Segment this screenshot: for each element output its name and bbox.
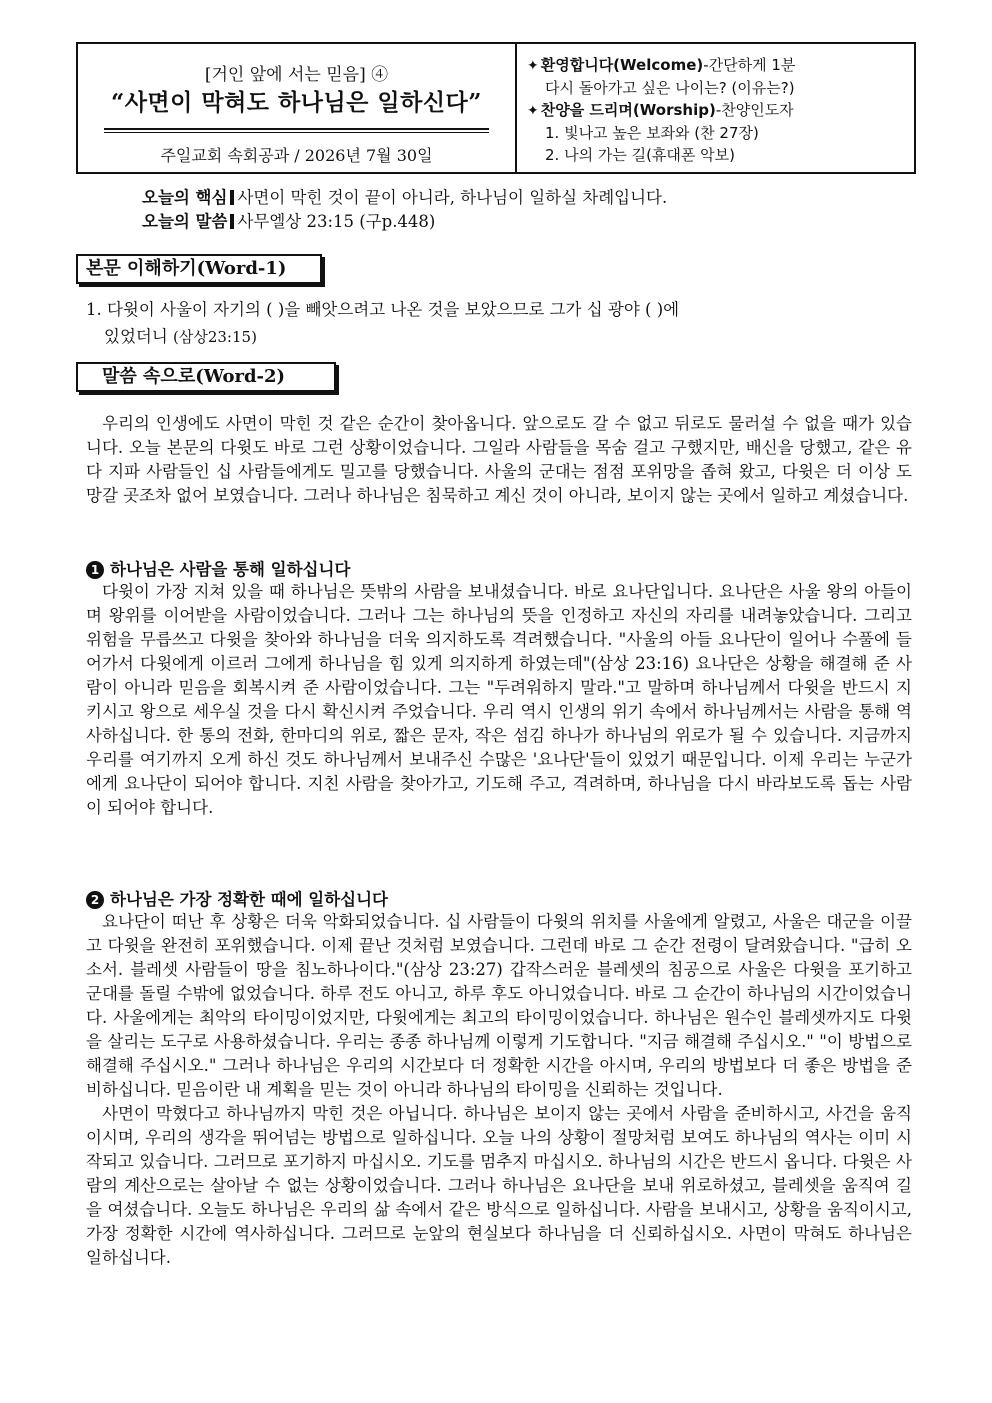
point-1-text: 다윗이 가장 지쳐 있을 때 하나님은 뜻밖의 사람을 보내셨습니다. 바로 요나단입니다. 요나단은 사울 왕의 아들이며 왕위를 이어받을 사람이었습니다. 그러나 그는 하나님의 뜻을 인정하고 자신의 자리를 내려놓았습니다. 그리고 위험을 무릅쓰고 다윗을 찾아와 하나님을 더욱 의지하도록 격려했습니다. "사울의 아들 요나단이 일어나 수풀에 들어가서 다윗에게 이르러 그에게 하나님을 힘 있게 의지하게 하였는데"(삼상 23:16) 요나단은 상황을 해결해 준 사람이 아니라 믿음을 회복시켜 준 사람이었습니다. 그는 "두려워하지 말라."고 말하며 하나님께서 다윗을 반드시 지키시고 왕으로 세우실 것을 다시 확신시켜 주었습니다. 우리 역시 인생의 위기 속에서 하나님께서는 사람을 통해 역사하십니다. 한 통의 전화, 한마디의 위로, 짧은 문자, 작은 섬김 하나가 하나님의 위로가 될 수 있습니다. 지금까지 우리를 여기까지 오게 하신 것도 하나님께서 보내주신 수많은 '요나단'들이 있었기 때문입니다. 이제 우리는 누군가에게 요나단이 되어야 합니다. 지친 사람을 찾아가고, 기도해 주고, 격려하며, 하나님을 다시 바라보도록 돕는 사람이 되어야 합니다. [86,582,912,817]
section-title-word2: 말씀 속으로(Word-2) [76,362,336,392]
page-title: “사면이 막혀도 하나님은 일하신다” [110,89,483,116]
point-1-heading [86,556,350,580]
welcome-question: 다시 돌아가고 싶은 나이는? (이유는?) [545,79,795,97]
worship-row [527,99,908,122]
four-point-star-icon: ✦ [527,103,539,119]
question-ref: (삼상23:15) [173,328,257,346]
point-2-text: 요나단이 떠난 후 상황은 더욱 악화되었습니다. 십 사람들이 다윗의 위치를 사울에게 알렸고, 사울은 대군을 이끌고 다윗을 완전히 포위했습니다. 이제 끝난 것처럼 보였습니다. 그런데 바로 그 순간 전령이 달려왔습니다. "급히 오소서. 블레셋 사람들이 땅을 침노하나이다."(삼상 23:27) 갑작스러운 블레셋의 침공으로 사울은 다윗을 포기하고 군대를 돌릴 수밖에 없었습니다. 하루 전도 아니고, 하루 후도 아니었습니다. 바로 그 순간이 하나님의 시간이었습니다. 사울에게는 최악의 타이밍이었지만, 다윗에게는 최고의 타이밍이었습니다. 하나님은 원수인 블레셋까지도 다윗을 살리는 도구로 사용하셨습니다. 우리는 종종 하나님께 이렇게 기도합니다. "지금 해결해 주십시오." "이 방법으로 해결해 주십시오." 그러나 하나님은 우리의 시간보다 더 정확한 시간을 아시며, 우리의 방법보다 더 좋은 방법을 준비하십니다. 믿음이란 내 계획을 믿는 것이 아니라 하나님의 타이밍을 신뢰하는 것입니다. [86,912,912,1099]
four-point-star-icon: ✦ [527,58,539,74]
title-divider-thin [104,132,489,133]
number-badge: 1 [86,561,104,579]
conclusion-text: 사면이 막혔다고 하나님까지 막힌 것은 아닙니다. 하나님은 보이지 않는 곳에서 사람을 준비하시고, 사건을 움직이시며, 우리의 생각을 뛰어넘는 방법으로 일하십니다. 오늘 나의 상황이 절망처럼 보여도 하나님의 역사는 이미 시작되고 있습니다. 그러므로 포기하지 마십시오. 기도를 멈추지 마십시오. 하나님의 시간은 반드시 옵니다. 다윗은 사람의 계산으로는 살아날 수 없는 상황이었습니다. 그러나 하나님은 요나단을 보내 위로하셨고, 블레셋을 움직여 길을 여셨습니다. 오늘도 하나님은 우리의 삶 속에서 같은 방식으로 일하십니다. 사람을 보내시고, 상황을 움직이시고, 가장 정확한 시간에 역사하십니다. 그러므로 눈앞의 현실보다 하나님을 더 신뢰하십시오. 사면이 막혀도 하나님은 일하십니다. [86,1104,912,1267]
label-bar [230,190,234,205]
point-2-title: 하나님은 가장 정확한 때에 일하십니다 [110,890,389,909]
point-1-paragraph [86,580,912,820]
header-box [76,42,916,174]
question-line: 1. 다윗이 사울이 자기의 ( )을 빼앗으려고 나온 것을 보았으므로 그가 십 광야 ( )에 [86,300,680,319]
number-badge: 2 [86,891,104,909]
point-2-heading [86,886,388,910]
question-line-2 [86,323,866,351]
point-2-paragraph [86,910,912,1270]
welcome-note: -간단하게 1분 [703,56,796,74]
key-line [142,186,667,210]
label-bar [230,214,234,229]
welcome-label: 환영합니다(Welcome) [540,56,704,74]
key-text: 사면이 막힌 것이 끝이 아니라, 하나님이 일하실 차례입니다. [237,188,668,207]
welcome-row [527,54,908,77]
title-panel [78,44,517,172]
intro-paragraph [86,412,912,508]
title-divider [104,128,489,130]
church-date-line: 주일교회 속회공과 / 2026년 7월 30일 [160,146,433,165]
series-label: [거인 앞에 서는 믿음] ④ [204,65,389,85]
word-line [142,210,667,234]
worship-label: 찬양을 드리며(Worship) [540,101,716,119]
song-item: 1. 빛나고 높은 보좌와 (찬 27장) [545,124,759,142]
key-label: 오늘의 핵심 [142,188,228,207]
question-1 [86,296,866,351]
question-text: 있었더니 [104,327,168,346]
point-1-title: 하나님은 사람을 통해 일하십니다 [110,560,351,579]
intro-text: 우리의 인생에도 사면이 막힌 것 같은 순간이 찾아옵니다. 앞으로도 갈 수 없고 뒤로도 물러설 수 없을 때가 있습니다. 오늘 본문의 다윗도 바로 그런 상황이었습니다. 그일라 사람들을 목숨 걸고 구했지만, 배신을 당했고, 같은 유다 지파 사람들인 십 사람들에게도 밀고를 당했습니다. 사울의 군대는 점점 포위망을 좁혀 왔고, 다윗은 더 이상 도망갈 곳조차 없어 보였습니다. 그러나 하나님은 침묵하고 계신 것이 아니라, 보이지 않는 곳에서 일하고 계셨습니다. [86,414,912,505]
word-label: 오늘의 말씀 [142,212,228,231]
section-title-word1: 본문 이해하기(Word-1) [76,254,322,284]
word-text: 사무엘상 23:15 (구p.448) [237,212,436,231]
worship-note: -찬양인도자 [715,101,794,119]
order-panel [517,44,914,172]
core-summary [142,186,667,234]
song-item: 2. 나의 가는 길(휴대폰 악보) [545,146,735,164]
